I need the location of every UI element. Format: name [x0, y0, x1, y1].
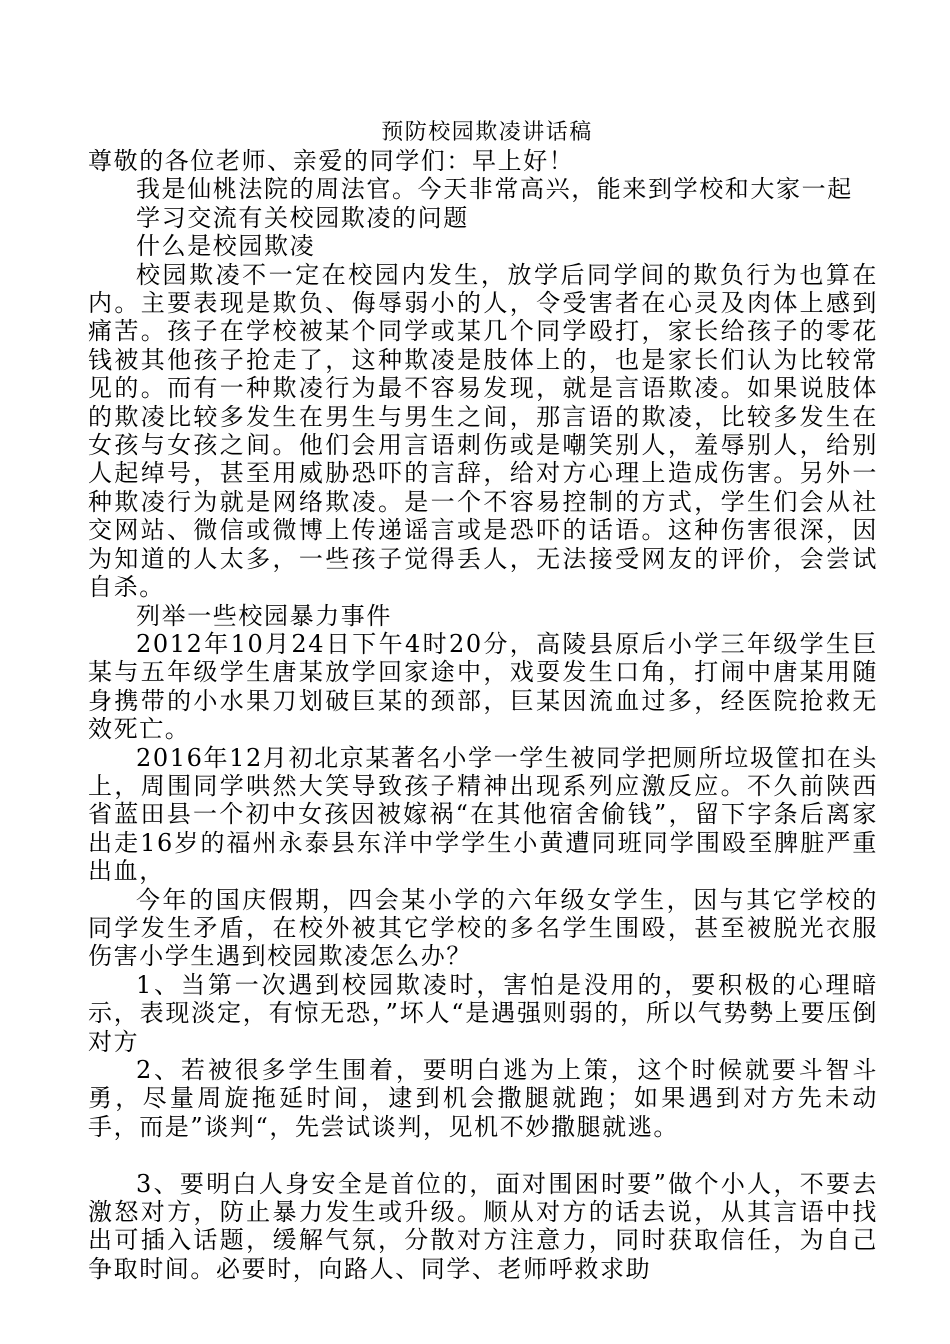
topic-paragraph: 学习交流有关校园欺凌的问题 — [136, 203, 469, 232]
case-2016-paragraph: 2016年12月初北京某著名小学一学生被同学把厕所垃圾筐扣在头上，周围同学哄然大笑导致孩子精神出现系列应激反应。不久前陕西省蓝田县一个初中女孩因被嫁祸“在其他宿舍偷钱”，留下字条后离家出走16岁的福州永泰县东洋中学学生小黄遭同班同学围殴至脾脏严重出血， — [88, 743, 878, 886]
tip-2-paragraph: 2、若被很多学生围着，要明白逃为上策，这个时候就要斗智斗勇，尽量周旋拖延时间，逮到机会撒腿就跑；如果遇到对方先未动手，而是”谈判“，先尝试谈判，见机不妙撒腿就逃。 — [88, 1056, 878, 1141]
document-title: 预防校园欺凌讲话稿 — [381, 120, 593, 145]
tip-3-paragraph: 3、要明白人身安全是首位的，面对围困时要”做个小人，不要去激怒对方，防止暴力发生或升级。顺从对方的话去说，从其言语中找出可插入话题，缓解气氛，分散对方注意力，同时获取信任，为自己争取时间。必要时，向路人、同学、老师呼救求助 — [88, 1169, 878, 1283]
document-page — [88, 118, 878, 1283]
tip-1-paragraph: 1、当第一次遇到校园欺凌时，害怕是没用的，要积极的心理暗示，表现淡定，有惊无恐，”坏人“是遇强则弱的，所以气势勢上要压倒对方 — [88, 970, 878, 1056]
intro-paragraph: 我是仙桃法院的周法官。今天非常高兴，能来到学校和大家一起 — [136, 175, 853, 204]
heading-cases: 列举一些校园暴力事件 — [136, 601, 392, 630]
case-2012-paragraph: 2012年10月24日下午4时20分，高陵县原后小学三年级学生巨某与五年级学生唐某放学回家途中，戏耍发生口角，打闹中唐某用随身携带的小水果刀划破巨某的颈部，巨某因流血过多，经医院抢救无效死亡。 — [88, 629, 878, 744]
heading-what-is-bullying: 什么是校园欺凌 — [136, 232, 316, 261]
definition-paragraph: 校园欺凌不一定在校园内发生，放学后同学间的欺负行为也算在内。主要表现是欺负、侮辱弱小的人，令受害者在心灵及肉体上感到痛苦。孩子在学校被某个同学或某几个同学殴打，家长给孩子的零花钱被其他孩子抢走了，这种欺凌是肢体上的，也是家长们认为比较常见的。而有一种欺凌行为最不容易发现，就是言语欺凌。如果说肢体的欺凌比较多发生在男生与男生之间，那言语的欺凌，比较多发生在女孩与女孩之间。他们会用言语刺伤或是嘲笑别人，羞辱别人，给别人起绰号，甚至用威胁恐吓的言辞，给对方心理上造成伤害。另外一种欺凌行为就是网络欺凌。是一个不容易控制的方式，学生们会从社交网站、微信或微博上传递谣言或是恐吓的话语。这种伤害很深，因为知道的人太多，一些孩子觉得丢人，无法接受网友的评价，会尝试自杀。 — [88, 260, 878, 602]
case-holiday-paragraph: 今年的国庆假期，四会某小学的六年级女学生，因与其它学校的同学发生矛盾，在校外被其它学校的多名学生围殴，甚至被脱光衣服伤害小学生遇到校园欺凌怎么办？ — [88, 885, 878, 971]
blank-line — [88, 1141, 878, 1169]
greeting-paragraph: 尊敬的各位老师、亲爱的同学们：早上好！ — [88, 147, 575, 175]
